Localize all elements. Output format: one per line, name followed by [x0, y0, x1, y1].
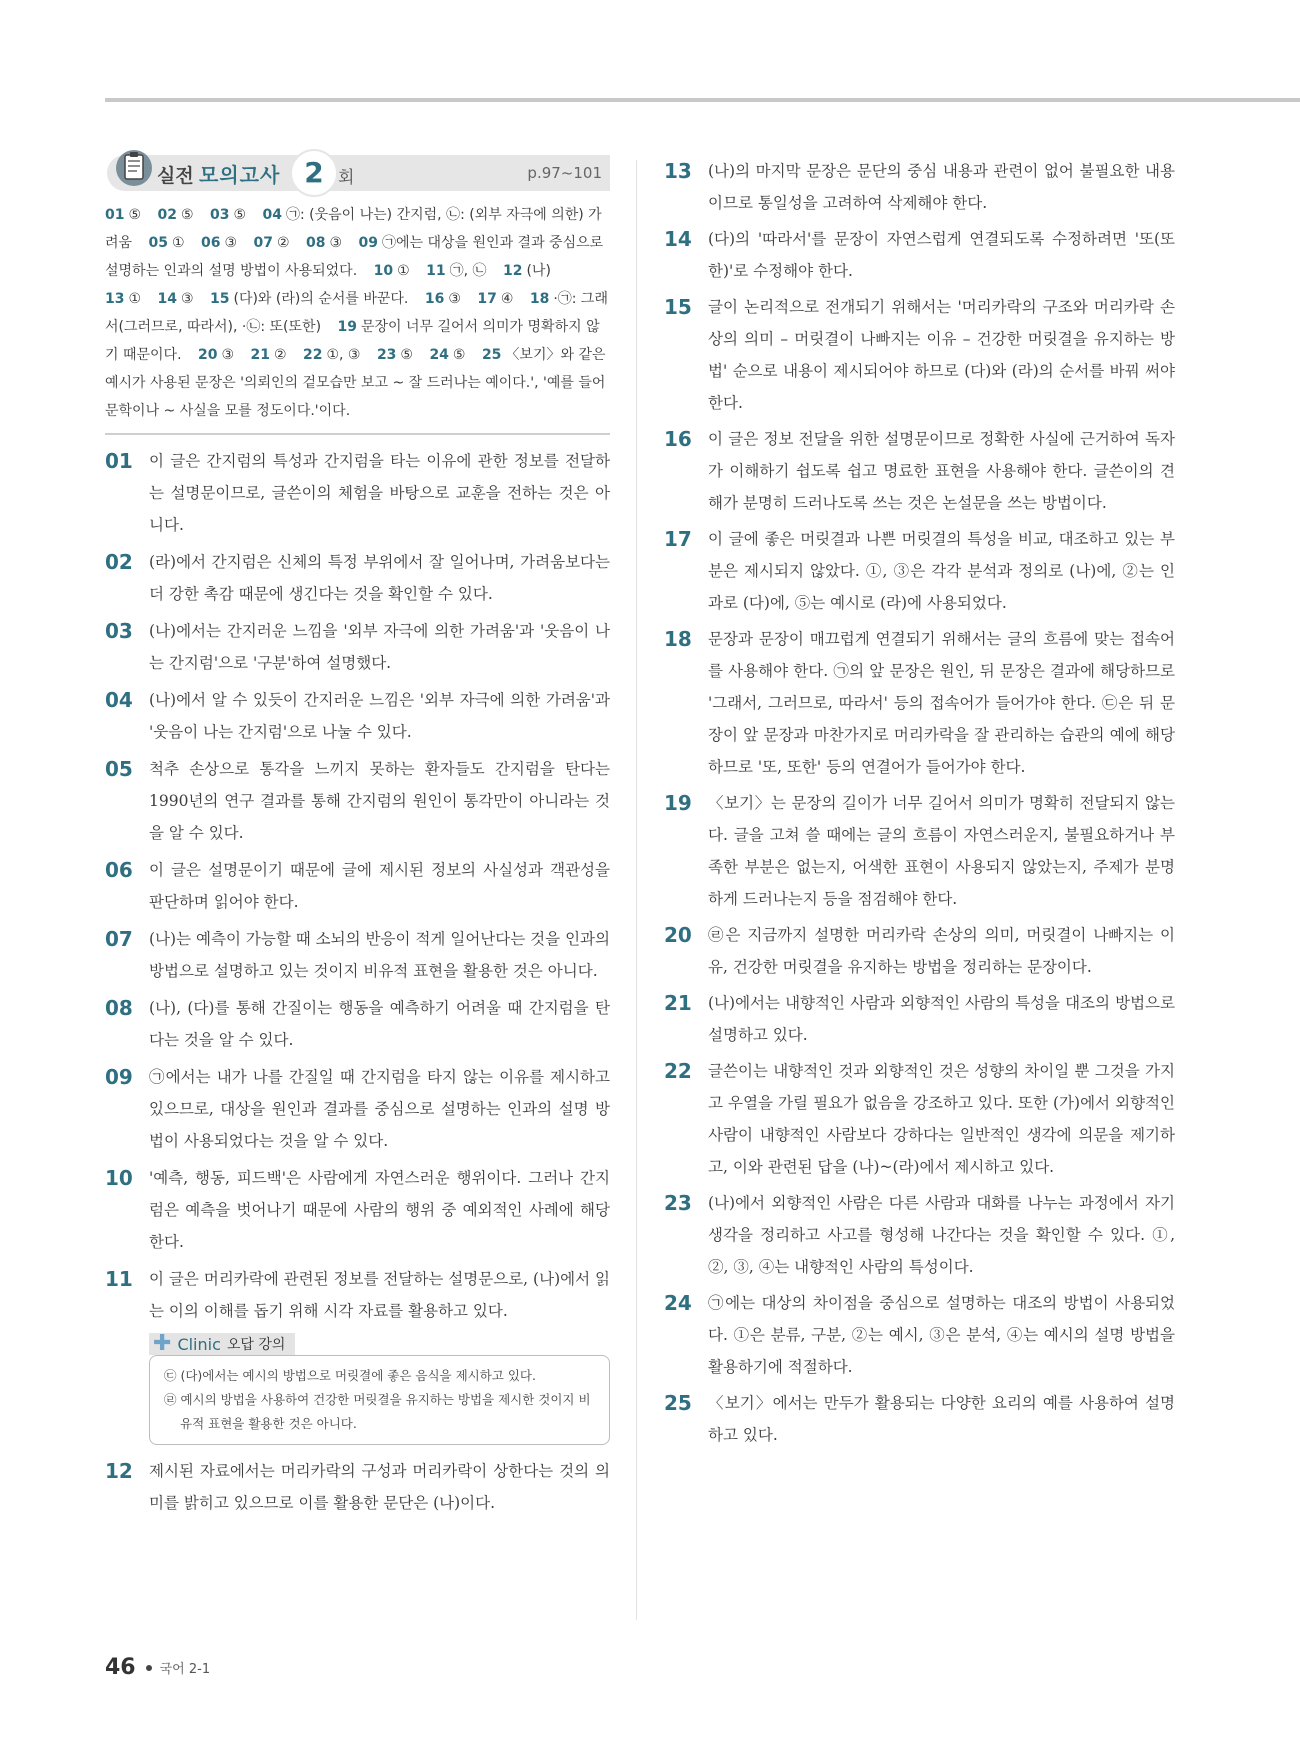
explanation-item	[105, 923, 610, 987]
item-number: 22	[664, 1059, 692, 1083]
item-text: ㉣은 지금까지 설명한 머리카락 손상의 의미, 머릿결이 나빠지는 이유, 건강한 머릿결을 유지하는 방법을 정리하는 문장이다.	[708, 926, 1175, 976]
summary-value: ㉠, ㉡	[449, 263, 487, 279]
plus-icon: ✚	[153, 1331, 172, 1356]
item-text: 글쓴이는 내향적인 것과 외향적인 것은 성향의 차이일 뿐 그것을 가지고 우열을 가릴 필요가 없음을 강조하고 있다. 또한 (가)에서 외향적인 사람이 내향적인 사람보다 강하다는 일반적인 생각에 의문을 제기하고, 이와 관련된 답을 (나)~(라)에서 제시하고 있다.	[708, 1062, 1175, 1176]
item-text: (다)의 '따라서'를 문장이 자연스럽게 연결되도록 수정하려면 '또(또한)'로 수정해야 한다.	[708, 230, 1175, 280]
clinic-word: Clinic	[177, 1334, 221, 1354]
item-text: (나)는 예측이 가능할 때 소뇌의 반응이 적게 일어난다는 것을 인과의 방법으로 설명하고 있는 것이지 비유적 표현을 활용한 것은 아니다.	[149, 930, 610, 980]
summary-number: 03	[210, 207, 230, 223]
summary-number: 23	[376, 347, 397, 363]
summary-answer	[374, 263, 422, 279]
summary-number: 10	[373, 263, 394, 279]
summary-number: 08	[306, 235, 326, 251]
explanation-item	[105, 1061, 610, 1157]
item-number: 07	[105, 927, 133, 951]
summary-value: ③	[180, 291, 194, 307]
summary-answer	[429, 347, 477, 363]
summary-number: 09	[358, 235, 378, 251]
explanation-item	[105, 854, 610, 918]
summary-answer	[210, 291, 420, 307]
summary-value: (다)와 (라)의 순서를 바꾼다.	[233, 291, 409, 307]
item-text: (라)에서 간지럼은 신체의 특정 부위에서 잘 일어나며, 가려움보다는 더 강한 촉감 때문에 생긴다는 것을 확인할 수 있다.	[149, 553, 610, 603]
summary-answer	[158, 291, 206, 307]
item-number: 05	[105, 757, 133, 781]
summary-number: 14	[157, 291, 177, 307]
notepad-icon	[115, 143, 153, 193]
summary-number: 12	[502, 263, 523, 279]
explanation-item	[664, 1387, 1175, 1451]
summary-value: 〈보기〉와 같은 예시가 사용된 문장은 '의뢰인의 겉모습만 보고 ~ 잘 드러나는 예이다.', '예를 들어 문학이나 ~ 사실을 모를 정도이다.'이다.	[105, 347, 606, 419]
summary-number: 05	[148, 235, 168, 251]
explanation-item	[664, 919, 1175, 983]
explanation-item	[664, 1287, 1175, 1383]
left-column	[105, 155, 610, 1519]
item-text: 제시된 자료에서는 머리카락의 구성과 머리카락이 상한다는 것의 의미를 밝히고 있으므로 이를 활용한 문단은 (나)이다.	[149, 1462, 610, 1512]
summary-answer	[210, 207, 258, 223]
summary-number: 07	[253, 235, 273, 251]
item-number: 21	[664, 991, 692, 1015]
summary-value: ①	[172, 235, 185, 251]
summary-number: 01	[105, 207, 125, 223]
summary-value: ㉠: (웃음이 나는) 간지럼, ㉡: (외부 자극에 의한) 가려움	[105, 207, 602, 251]
explanation-item	[664, 155, 1175, 219]
summary-number: 24	[429, 347, 449, 363]
item-text: 이 글에 좋은 머릿결과 나쁜 머릿결의 특성을 비교, 대조하고 있는 부분은 제시되지 않았다. ①, ③은 각각 분석과 정의로 (나)에, ②는 인과로 (다)에, ⑤는 예시로 (라)에 사용되었다.	[708, 530, 1175, 612]
summary-answer	[198, 347, 246, 363]
item-text: (나), (다)를 통해 간질이는 행동을 예측하기 어려울 때 간지럼을 탄다는 것을 알 수 있다.	[149, 999, 610, 1049]
summary-value: ⑤	[128, 207, 142, 223]
item-text: (나)의 마지막 문장은 문단의 중심 내용과 관련이 없어 불필요한 내용이므로 통일성을 고려하여 삭제해야 한다.	[708, 162, 1175, 212]
item-number: 20	[664, 923, 692, 947]
summary-value: ·㉠: 그래서(그러므로, 따라서), ·㉡: 또(또한)	[105, 291, 608, 335]
summary-value: ①	[397, 263, 410, 279]
item-text: (나)에서 외향적인 사람은 다른 사람과 대화를 나누는 과정에서 자기 생각을 정리하고 사고를 형성해 나간다는 것을 확인할 수 있다. ①, ②, ③, ④는 내향적인 사람의 특성이다.	[708, 1194, 1175, 1276]
explanation-item	[664, 223, 1175, 287]
item-number: 17	[664, 527, 692, 551]
explanation-item	[664, 523, 1175, 619]
explanation-item	[105, 546, 610, 610]
item-number: 08	[105, 996, 133, 1020]
summary-value: ②	[277, 235, 290, 251]
summary-value: ②	[273, 347, 287, 363]
item-text: 이 글은 설명문이기 때문에 글에 제시된 정보의 사실성과 객관성을 판단하며 읽어야 한다.	[149, 861, 610, 911]
summary-answer	[426, 263, 498, 279]
summary-value: ③	[329, 235, 343, 251]
summary-number: 15	[210, 291, 230, 307]
item-text: (나)에서 알 수 있듯이 간지러운 느낌은 '외부 자극에 의한 가려움'과 '웃음이 나는 간지럼'으로 나눌 수 있다.	[149, 691, 610, 741]
item-text: 〈보기〉에서는 만두가 활용되는 다양한 요리의 예를 사용하여 설명하고 있다.	[708, 1394, 1175, 1444]
page-number: 46	[105, 1655, 136, 1680]
summary-number: 21	[250, 347, 270, 363]
summary-value: ㉠에는 대상을 원인과 결과 중심으로 설명하는 인과의 설명 방법이 사용되었다.	[105, 235, 604, 279]
explanation-item	[105, 445, 610, 541]
top-rule	[105, 98, 1300, 102]
clinic-line: ㉣ 예시의 방법을 사용하여 건강한 머릿결을 유지하는 방법을 제시한 것이지 비유적 표현을 활용한 것은 아니다.	[164, 1392, 591, 1431]
summary-number: 11	[426, 263, 446, 279]
bullet-dot	[146, 1665, 152, 1671]
summary-answer	[503, 263, 563, 279]
clinic-content	[149, 1355, 610, 1445]
item-number: 09	[105, 1065, 133, 1089]
summary-answer	[250, 347, 298, 363]
item-number: 11	[105, 1267, 133, 1291]
summary-value: (나)	[526, 263, 551, 279]
header-practice-label: 실전	[157, 165, 194, 187]
item-text: ㉠에는 대상의 차이점을 중심으로 설명하는 대조의 방법이 사용되었다. ①은 분류, 구분, ②는 예시, ③은 분석, ④는 예시의 설명 방법을 활용하기에 적절하다.	[708, 1294, 1175, 1376]
summary-answer	[201, 235, 249, 251]
item-number: 01	[105, 449, 133, 473]
column-divider	[636, 160, 637, 1620]
summary-number: 20	[197, 347, 218, 363]
summary-value: ①, ③	[326, 347, 361, 363]
item-number: 10	[105, 1166, 133, 1190]
summary-value: ③	[224, 235, 238, 251]
item-number: 03	[105, 619, 133, 643]
exam-number: 2	[290, 149, 338, 197]
item-number: 14	[664, 227, 692, 251]
summary-number: 25	[481, 347, 502, 363]
book-title: 국어 2-1	[159, 1662, 211, 1677]
summary-answer	[306, 235, 354, 251]
item-text: 이 글은 정보 전달을 위한 설명문이므로 정확한 사실에 근거하여 독자가 이해하기 쉽도록 쉽고 명료한 표현을 사용해야 한다. 글쓴이의 견해가 분명히 드러나도록 쓰는 것은 논설문을 쓰는 방법이다.	[708, 430, 1175, 512]
left-explanations	[105, 445, 610, 1327]
header-hoe-label: 회	[338, 168, 355, 188]
summary-answer	[377, 347, 425, 363]
clinic-header	[149, 1333, 295, 1355]
item-text: 이 글은 간지럼의 특성과 간지럼을 타는 이유에 관한 정보를 전달하는 설명문이므로, 글쓴이의 체험을 바탕으로 교훈을 전하는 것은 아니다.	[149, 452, 610, 534]
explanation-item	[105, 1263, 610, 1327]
summary-value: ③	[448, 291, 461, 307]
summary-number: 04	[262, 207, 282, 223]
item-number: 13	[664, 159, 692, 183]
item-text: ㉠에서는 내가 나를 간질일 때 간지럼을 타지 않는 이유를 제시하고 있으므로, 대상을 원인과 결과를 중심으로 설명하는 인과의 설명 방법이 사용되었다는 것을 알 수 있다.	[149, 1068, 610, 1150]
explanation-item	[105, 992, 610, 1056]
item-text: '예측, 행동, 피드백'은 사람에게 자연스러운 행위이다. 그러나 간지럼은 예측을 벗어나기 때문에 사람의 행위 중 예외적인 사례에 해당한다.	[149, 1169, 610, 1251]
summary-number: 19	[337, 319, 357, 335]
item-number: 18	[664, 627, 692, 651]
summary-number: 22	[302, 347, 323, 363]
header-exam-label: 모의고사	[199, 163, 281, 187]
summary-value: 문장이 너무 길어서 의미가 명확하지 않기 때문이다.	[105, 319, 600, 363]
item-number: 02	[105, 550, 133, 574]
item-text: 이 글은 머리카락에 관련된 정보를 전달하는 설명문으로, (나)에서 읽는 이의 이해를 돕기 위해 시각 자료를 활용하고 있다.	[149, 1270, 610, 1320]
summary-number: 17	[477, 291, 497, 307]
item-text: 척추 손상으로 통각을 느끼지 못하는 환자들도 간지럼을 탄다는 1990년의 연구 결과를 통해 간지럼의 원인이 통각만이 아니라는 것을 알 수 있다.	[149, 760, 610, 842]
item-number: 25	[664, 1391, 692, 1415]
summary-value: ⑤	[400, 347, 413, 363]
summary-value: ④	[500, 291, 514, 307]
item-text: 문장과 문장이 매끄럽게 연결되기 위해서는 글의 흐름에 맞는 접속어를 사용해야 한다. ㉠의 앞 문장은 원인, 뒤 문장은 결과에 해당하므로 '그래서, 그러므로, 따라서' 등의 접속어가 들어가야 한다. ㉢은 뒤 문장이 앞 문장과 마찬가지로 머리카락을 잘 관리하는 습관의 예에 해당하므로 '또, 또한' 등의 연결어가 들어가야 한다.	[708, 630, 1175, 776]
summary-number: 06	[201, 235, 221, 251]
page-footer	[105, 1655, 210, 1680]
summary-value: ⑤	[452, 347, 466, 363]
summary-value: ⑤	[180, 207, 194, 223]
explanation-item	[105, 1455, 610, 1519]
item-number: 23	[664, 1191, 692, 1215]
summary-number: 18	[529, 291, 550, 307]
summary-answer	[158, 207, 206, 223]
explanation-item	[664, 291, 1175, 419]
item-text: 〈보기〉는 문장의 길이가 너무 길어서 의미가 명확히 전달되지 않는다. 글을 고쳐 쓸 때에는 글의 흐름이 자연스러운지, 불필요하거나 부족한 부분은 없는지, 어색한 표현이 사용되지 않았는지, 주제가 분명하게 드러나는지 등을 점검해야 한다.	[708, 794, 1175, 908]
item-number: 06	[105, 858, 133, 882]
item-number: 19	[664, 791, 692, 815]
item-number: 16	[664, 427, 692, 451]
summary-answer	[105, 291, 153, 307]
item-text: 글이 논리적으로 전개되기 위해서는 '머리카락의 구조와 머리카락 손상의 의미 – 머릿결이 나빠지는 이유 – 건강한 머릿결을 유지하는 방법' 순으로 내용이 제시되어야 하므로 (다)와 (라)의 순서를 바꿔 써야 한다.	[708, 298, 1175, 412]
summary-value: ⑤	[233, 207, 247, 223]
answer-summary	[105, 201, 610, 435]
explanation-item	[664, 1055, 1175, 1183]
explanation-item	[105, 1162, 610, 1258]
item-text: (나)에서는 간지러운 느낌을 '외부 자극에 의한 가려움'과 '웃음이 나는 간지럼'으로 '구분'하여 설명했다.	[149, 622, 610, 672]
right-column	[664, 155, 1175, 1455]
explanation-item	[664, 423, 1175, 519]
item-number: 15	[664, 295, 692, 319]
explanation-item	[664, 1187, 1175, 1283]
summary-answer	[254, 235, 302, 251]
summary-number: 16	[424, 291, 445, 307]
explanation-item	[664, 787, 1175, 915]
clinic-box	[149, 1333, 610, 1445]
summary-answer	[303, 347, 373, 363]
left-explanations-continued	[105, 1455, 610, 1519]
summary-value: ③	[221, 347, 235, 363]
clinic-line: ㉢ (다)에서는 예시의 방법으로 머릿결에 좋은 음식을 제시하고 있다.	[164, 1368, 536, 1383]
summary-answer	[149, 235, 197, 251]
explanation-item	[664, 987, 1175, 1051]
item-number: 04	[105, 688, 133, 712]
summary-number: 13	[105, 291, 125, 307]
item-text: (나)에서는 내향적인 사람과 외향적인 사람의 특성을 대조의 방법으로 설명하고 있다.	[708, 994, 1175, 1044]
summary-answer	[425, 291, 473, 307]
summary-answer	[477, 291, 525, 307]
summary-number: 02	[157, 207, 177, 223]
item-number: 24	[664, 1291, 692, 1315]
page-range: p.97~101	[527, 164, 602, 182]
summary-answer	[105, 207, 153, 223]
clinic-label: 오답 강의	[226, 1337, 286, 1353]
item-number: 12	[105, 1459, 133, 1483]
explanation-item	[664, 623, 1175, 783]
summary-value: ①	[128, 291, 142, 307]
explanation-item	[105, 615, 610, 679]
explanation-item	[105, 753, 610, 849]
explanation-item	[105, 684, 610, 748]
section-header	[107, 155, 610, 191]
